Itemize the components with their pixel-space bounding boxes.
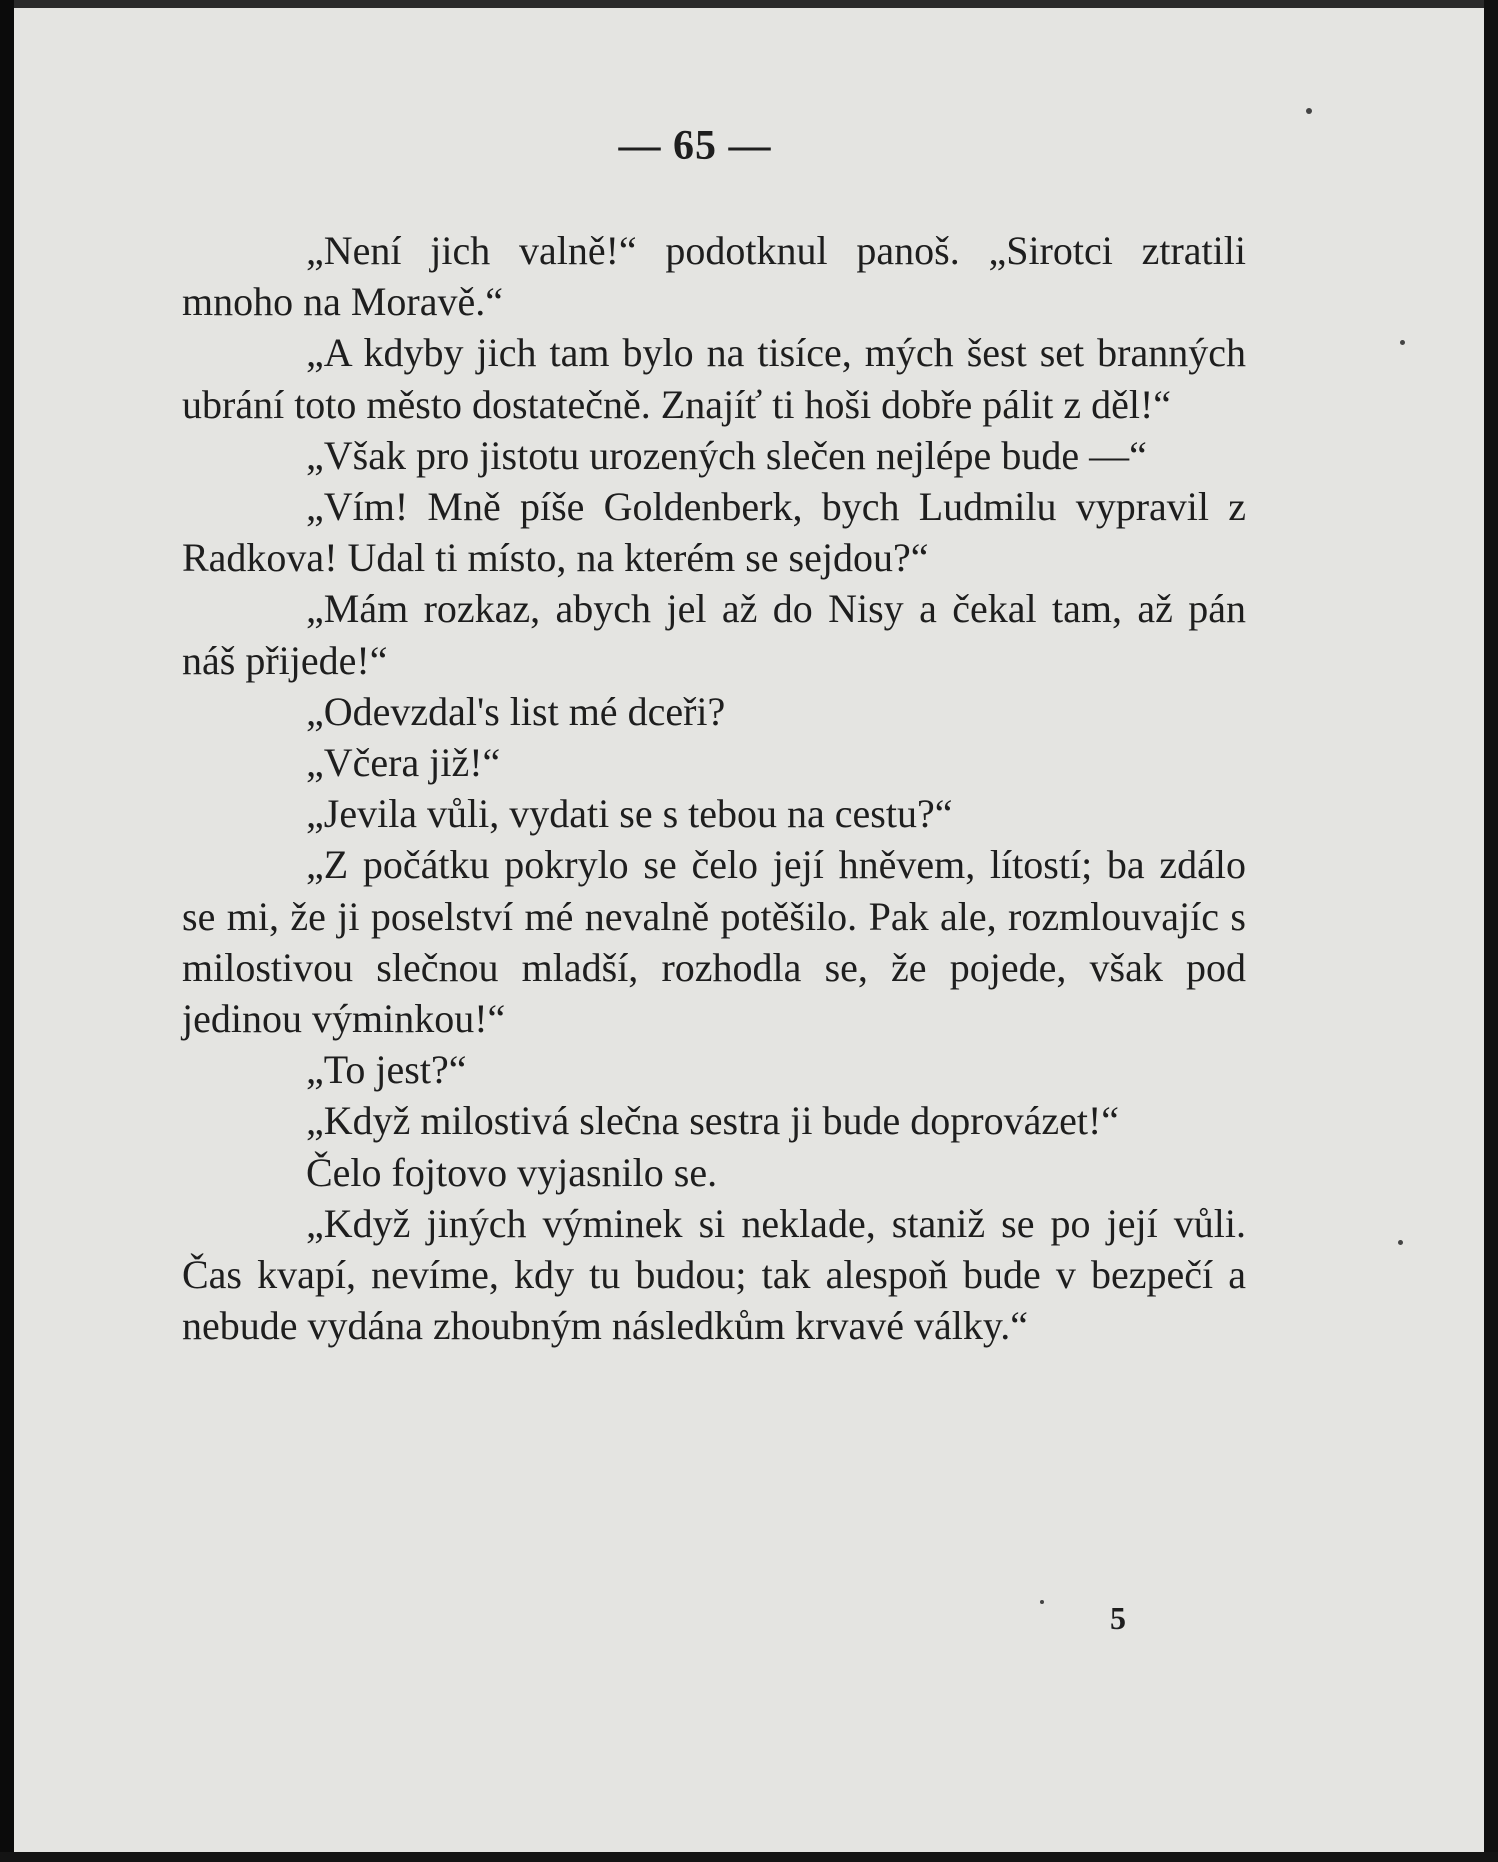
paragraph: „Z počátku pokrylo se čelo její hněvem, lítostí; ba zdálo se mi, že ji poselství mé nevalně potěšilo. Pak ale, rozmlouvajíc s milostivou slečnou mladší, rozhodla se, že pojede, však pod jedinou výminkou!“ [182, 842, 1246, 1042]
body-text [182, 225, 1246, 1351]
scan-right-edge [1484, 0, 1498, 1862]
paper-speck [1400, 340, 1405, 345]
paper-speck [1306, 108, 1312, 114]
scan-left-edge [0, 0, 14, 1862]
paragraph: „A kdyby jich tam bylo na tisíce, mých šest set branných ubrání toto město dostatečně. Znajíť ti hoši dobře pálit z děl!“ [182, 330, 1246, 427]
scan-bottom-edge [0, 1852, 1498, 1862]
paragraph: „Když milostivá slečna sestra ji bude doprovázet!“ [306, 1098, 1120, 1144]
paragraph: „To jest?“ [306, 1047, 467, 1093]
paragraph: „Není jich valně!“ podotknul panoš. „Sirotci ztratili mnoho na Moravě.“ [182, 228, 1246, 325]
paragraph: „Když jiných výminek si neklade, staniž se po její vůli. Čas kvapí, nevíme, kdy tu budou; tak alespoň bude v bezpečí a nebude vydána zhoubným následkům krvavé války.“ [182, 1200, 1246, 1349]
paragraph: „Odevzdal's list mé dceři? [306, 688, 726, 734]
paragraph: „Vím! Mně píše Goldenberk, bych Ludmilu vypravil z Radkova! Udal ti místo, na kterém se sejdou?“ [182, 484, 1246, 581]
paragraph: „Mám rozkaz, abych jel až do Nisy a čekal tam, až pán náš přijede!“ [182, 586, 1246, 683]
paragraph: „Však pro jistotu urozených slečen nejlépe bude —“ [306, 432, 1147, 478]
paper-speck [1040, 1600, 1044, 1604]
page-number-header: — 65 — [618, 123, 772, 169]
signature-mark: 5 [1110, 1600, 1126, 1636]
paragraph: Čelo fojtovo vyjasnilo se. [306, 1149, 718, 1195]
scan-top-edge [0, 0, 1498, 8]
paragraph: „Včera již!“ [306, 740, 501, 786]
paragraph: „Jevila vůli, vydati se s tebou na cestu?“ [306, 791, 953, 837]
paper-speck [1398, 1240, 1403, 1245]
